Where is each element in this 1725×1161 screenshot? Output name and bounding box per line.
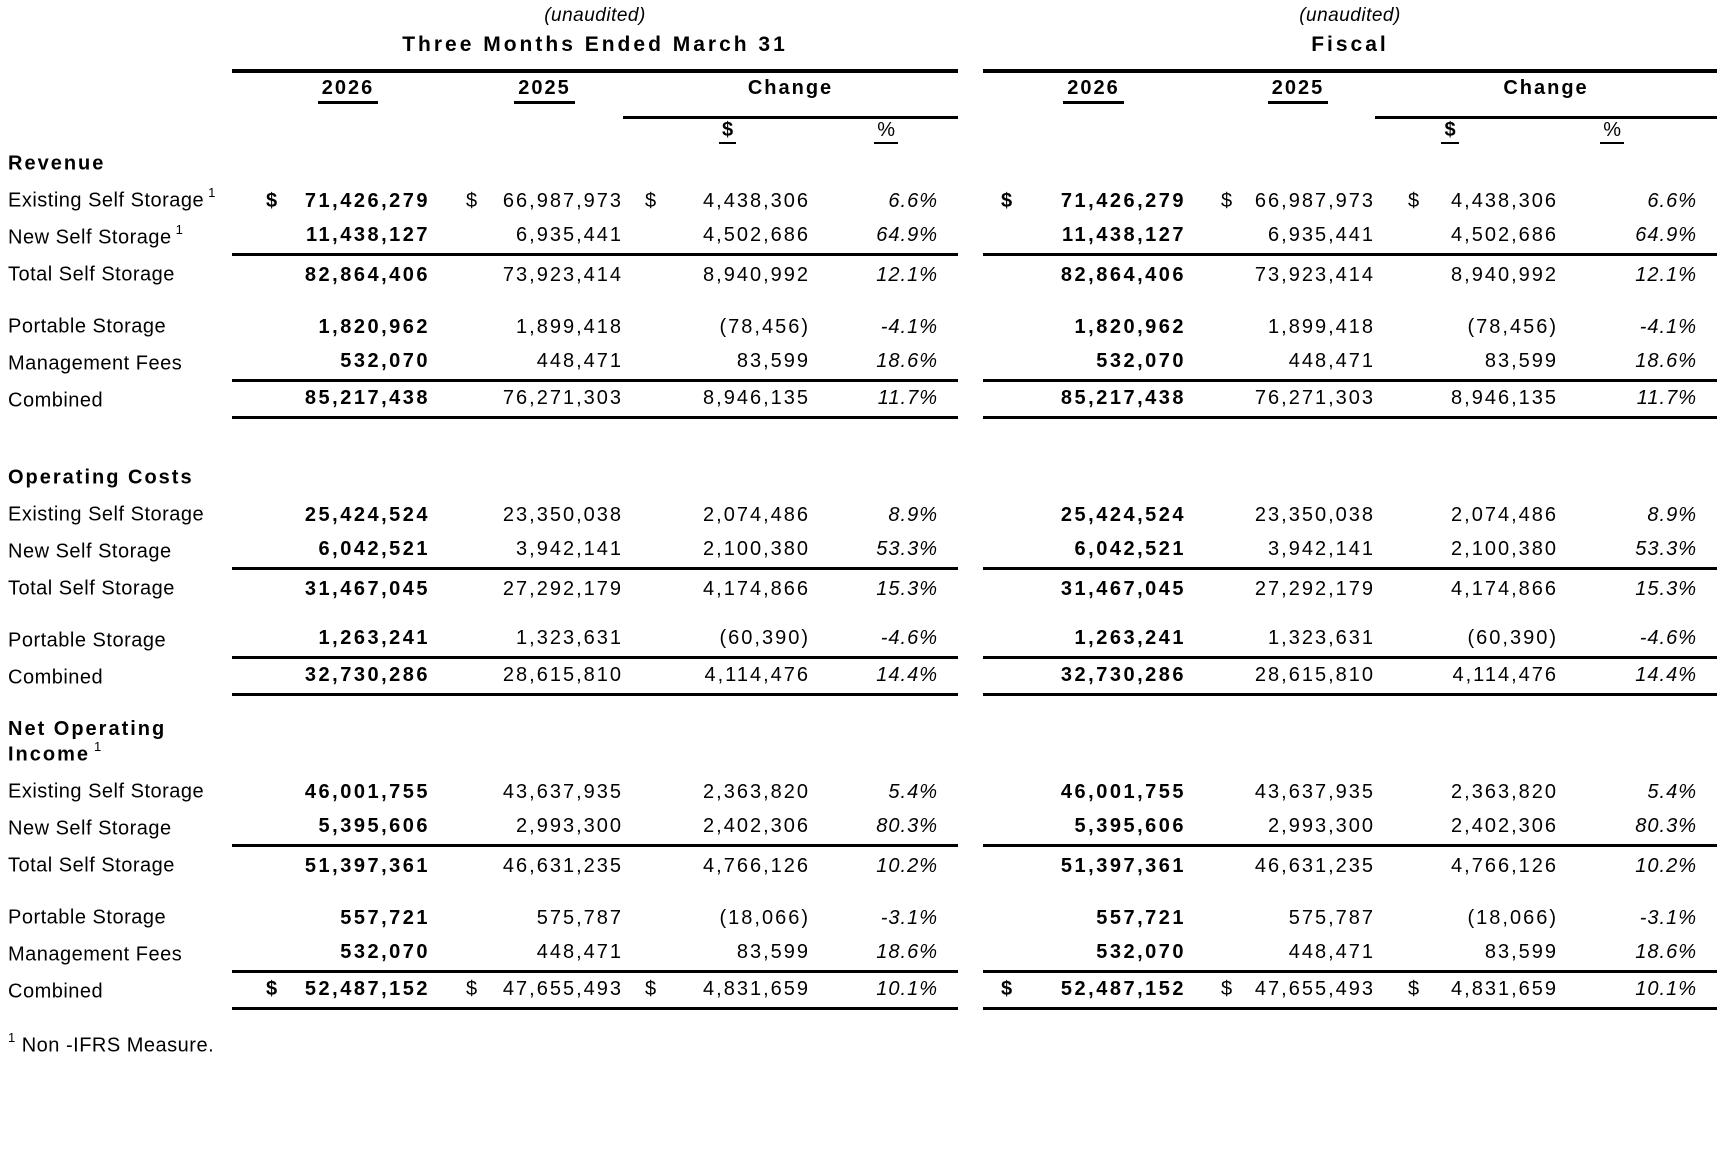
value-change-dollar: 83,599: [1484, 941, 1558, 963]
value-change-percent: 12.1%: [1635, 264, 1697, 286]
value-2025: 43,637,935: [1254, 781, 1375, 803]
value-2026: 1,820,962: [318, 316, 430, 338]
footnote-text: Non -IFRS Measure.: [21, 1034, 215, 1057]
right-block-values: [983, 316, 1717, 345]
value-2025: 73,923,414: [502, 264, 623, 286]
right-block-values: [983, 978, 1717, 1010]
value-change-dollar: 4,438,306: [703, 190, 810, 212]
value-change-percent: 6.6%: [888, 190, 938, 212]
value-change-dollar: 2,363,820: [703, 781, 810, 803]
value-change-dollar: 8,940,992: [703, 264, 810, 286]
currency-symbol: $: [645, 190, 657, 212]
table-row: [0, 182, 1725, 219]
value-change-dollar: (60,390): [719, 627, 810, 649]
value-2026: 557,721: [340, 907, 430, 929]
value-change-dollar: 83,599: [1484, 350, 1558, 372]
left-block-values: [232, 627, 958, 659]
value-2026: 85,217,438: [1060, 387, 1186, 409]
footnote-superscript: 1: [8, 1030, 16, 1045]
value-2026: 85,217,438: [304, 387, 430, 409]
value-change-dollar: 83,599: [736, 941, 810, 963]
left-block-values: [232, 978, 958, 1010]
value-change-percent: 10.2%: [1635, 855, 1697, 877]
value-change-percent: 14.4%: [1635, 664, 1697, 686]
value-2025: 27,292,179: [502, 578, 623, 600]
value-change-percent: 18.6%: [1635, 941, 1697, 963]
value-2025: 46,631,235: [502, 855, 623, 877]
left-block-values: [232, 387, 958, 419]
section-heading-row: [0, 459, 1725, 496]
value-change-dollar: 8,946,135: [703, 387, 810, 409]
left-block-values: [232, 538, 958, 570]
value-change-percent: 8.9%: [1647, 504, 1697, 526]
value-2026: 5,395,606: [318, 815, 430, 837]
row-label: Portable Storage: [8, 316, 167, 338]
right-block-values: [983, 264, 1717, 293]
value-change-percent: 18.6%: [876, 350, 938, 372]
value-change-percent: 80.3%: [876, 815, 938, 837]
value-2026: 52,487,152: [304, 978, 430, 1000]
value-2026: 82,864,406: [304, 264, 430, 286]
left-block-values: [232, 316, 958, 345]
row-label: New Self Storage $^1$: [8, 222, 184, 249]
column-header-dollar: $: [719, 119, 736, 144]
value-change-dollar: (78,456): [1467, 316, 1558, 338]
value-change-dollar: 4,502,686: [1451, 224, 1558, 246]
value-2026: 532,070: [340, 350, 430, 372]
left-block-values: [232, 264, 958, 293]
row-label: Total Self Storage: [8, 264, 175, 286]
value-2026: 532,070: [340, 941, 430, 963]
value-change-dollar: (60,390): [1467, 627, 1558, 649]
currency-symbol: $: [645, 978, 657, 1000]
value-change-dollar: (18,066): [1467, 907, 1558, 929]
value-change-dollar: 2,074,486: [1451, 504, 1558, 526]
value-change-percent: 5.4%: [1647, 781, 1697, 803]
value-2025: 3,942,141: [516, 538, 623, 560]
value-change-dollar: 4,114,476: [1452, 664, 1558, 686]
currency-symbol: $: [1001, 190, 1015, 212]
value-change-percent: 11.7%: [1636, 387, 1697, 409]
currency-symbol: $: [466, 190, 478, 212]
value-change-dollar: 4,174,866: [703, 578, 810, 600]
left-block-values: [232, 224, 958, 256]
right-block-values: [983, 781, 1717, 810]
table-row: [0, 622, 1725, 659]
right-block-values: [983, 855, 1717, 884]
value-2025: 448,471: [1288, 941, 1375, 963]
value-change-percent: 12.1%: [876, 264, 938, 286]
value-2025: 76,271,303: [502, 387, 623, 409]
spacer: [0, 73, 232, 119]
value-change-dollar: 4,174,866: [1451, 578, 1558, 600]
value-2026: 46,001,755: [1060, 781, 1186, 803]
table-row: [0, 973, 1725, 1010]
table-row: [0, 659, 1725, 696]
value-change-percent: 15.3%: [1635, 578, 1697, 600]
column-header-2025: 2025: [1268, 77, 1329, 104]
table-row: [0, 219, 1725, 256]
row-label: New Self Storage: [8, 818, 172, 840]
value-2026: 5,395,606: [1074, 815, 1186, 837]
row-label: Management Fees: [8, 944, 183, 966]
value-change-dollar: 2,363,820: [1451, 781, 1558, 803]
value-change-dollar: 4,502,686: [703, 224, 810, 246]
value-2025: 23,350,038: [502, 504, 623, 526]
table-row: [0, 345, 1725, 382]
section-heading: Revenue: [8, 153, 106, 175]
currency-symbol: $: [1408, 978, 1420, 1000]
right-block-values: [983, 907, 1717, 936]
right-block-values: [983, 815, 1717, 847]
value-2026: 25,424,524: [304, 504, 430, 526]
column-header-2025: 2025: [514, 77, 575, 104]
row-label: Existing Self Storage: [8, 781, 205, 803]
value-change-percent: 8.9%: [888, 504, 938, 526]
value-change-percent: 80.3%: [1635, 815, 1697, 837]
right-block-values: [983, 224, 1717, 256]
table-row: [0, 773, 1725, 810]
value-2026: 51,397,361: [304, 855, 430, 877]
section-heading-row: [0, 145, 1725, 182]
value-2026: 1,263,241: [318, 627, 430, 649]
section-heading: Operating Costs: [8, 467, 194, 489]
value-2025: 6,935,441: [1268, 224, 1375, 246]
left-block-values: [232, 350, 958, 382]
left-block-values: [232, 941, 958, 973]
value-change-percent: 14.4%: [876, 664, 938, 686]
value-2026: 46,001,755: [304, 781, 430, 803]
value-change-percent: 6.6%: [1647, 190, 1697, 212]
value-change-percent: -4.6%: [880, 627, 938, 649]
value-2026: 1,820,962: [1074, 316, 1186, 338]
value-2026: 6,042,521: [318, 538, 430, 560]
row-label: Total Self Storage: [8, 855, 175, 877]
value-change-percent: 10.2%: [876, 855, 938, 877]
right-block-values: [983, 387, 1717, 419]
value-2025: 1,323,631: [1268, 627, 1375, 649]
value-2026: 557,721: [1096, 907, 1186, 929]
value-2025: 73,923,414: [1254, 264, 1375, 286]
left-block-values: [232, 907, 958, 936]
value-2025: 3,942,141: [1268, 538, 1375, 560]
value-change-percent: 18.6%: [1635, 350, 1697, 372]
right-block-values: [983, 504, 1717, 533]
value-2026: 71,426,279: [304, 190, 430, 212]
row-label: Portable Storage: [8, 907, 167, 929]
value-change-percent: -4.1%: [880, 316, 938, 338]
value-change-percent: 64.9%: [876, 224, 938, 246]
value-change-percent: 64.9%: [1635, 224, 1697, 246]
value-change-dollar: 4,831,659: [1451, 978, 1558, 1000]
value-2026: 82,864,406: [1060, 264, 1186, 286]
currency-symbol: $: [266, 978, 280, 1000]
value-2025: 66,987,973: [1254, 190, 1375, 212]
period-header-three-months: Three Months Ended March 31: [232, 33, 958, 73]
value-2025: 6,935,441: [516, 224, 623, 246]
value-change-dollar: 2,402,306: [703, 815, 810, 837]
value-change-percent: 15.3%: [876, 578, 938, 600]
value-change-percent: 5.4%: [888, 781, 938, 803]
value-2026: 532,070: [1096, 941, 1186, 963]
left-block-values: [232, 190, 958, 219]
table-row: [0, 810, 1725, 847]
value-change-percent: 11.7%: [877, 387, 938, 409]
right-block-values: [983, 627, 1717, 659]
value-change-dollar: 4,438,306: [1451, 190, 1558, 212]
right-block-values: [983, 190, 1717, 219]
row-label: Existing Self Storage $^1$: [8, 185, 216, 212]
table-row: [0, 936, 1725, 973]
right-block-values: [983, 578, 1717, 607]
value-2025: 1,323,631: [516, 627, 623, 649]
value-change-dollar: 2,100,380: [1451, 538, 1558, 560]
value-change-dollar: 4,766,126: [703, 855, 810, 877]
value-2026: 52,487,152: [1060, 978, 1186, 1000]
value-2025: 28,615,810: [502, 664, 623, 686]
value-2025: 47,655,493: [1254, 978, 1375, 1000]
row-label: Combined: [8, 981, 104, 1003]
value-change-dollar: 2,402,306: [1451, 815, 1558, 837]
value-2025: 76,271,303: [1254, 387, 1375, 409]
row-label: New Self Storage: [8, 541, 172, 563]
row-label: Portable Storage: [8, 630, 167, 652]
value-2025: 2,993,300: [1268, 815, 1375, 837]
value-change-dollar: 2,074,486: [703, 504, 810, 526]
value-change-dollar: (18,066): [719, 907, 810, 929]
value-change-dollar: 4,831,659: [703, 978, 810, 1000]
column-header-2026: 2026: [1063, 77, 1124, 104]
value-2026: 6,042,521: [1074, 538, 1186, 560]
value-change-percent: 18.6%: [876, 941, 938, 963]
spacer: [0, 33, 232, 73]
currency-symbol: $: [1221, 190, 1233, 212]
value-change-dollar: 4,114,476: [704, 664, 810, 686]
value-2025: 575,787: [536, 907, 623, 929]
right-block-values: [983, 664, 1717, 696]
currency-symbol: $: [1221, 978, 1233, 1000]
value-2025: 27,292,179: [1254, 578, 1375, 600]
value-change-percent: 53.3%: [876, 538, 938, 560]
value-2026: 25,424,524: [1060, 504, 1186, 526]
value-2026: 31,467,045: [1060, 578, 1186, 600]
table-row: [0, 533, 1725, 570]
value-change-dollar: 83,599: [736, 350, 810, 372]
value-2025: 448,471: [536, 350, 623, 372]
value-2025: 23,350,038: [1254, 504, 1375, 526]
table-row: [0, 496, 1725, 533]
value-change-dollar: 8,940,992: [1451, 264, 1558, 286]
value-change-percent: -3.1%: [880, 907, 938, 929]
value-2025: 448,471: [536, 941, 623, 963]
value-2025: 28,615,810: [1254, 664, 1375, 686]
value-2025: 575,787: [1288, 907, 1375, 929]
value-2026: 32,730,286: [1060, 664, 1186, 686]
currency-symbol: $: [266, 190, 280, 212]
value-2025: 47,655,493: [502, 978, 623, 1000]
row-label: Total Self Storage: [8, 578, 175, 600]
left-block-values: [232, 815, 958, 847]
section-heading: Net Operating Income $^1$: [8, 718, 167, 766]
value-change-percent: 10.1%: [1635, 978, 1697, 1000]
currency-symbol: $: [1408, 190, 1420, 212]
left-block-values: [232, 578, 958, 607]
column-header-change: Change: [1375, 73, 1717, 119]
value-2025: 448,471: [1288, 350, 1375, 372]
row-label: Existing Self Storage: [8, 504, 205, 526]
table-row: [0, 308, 1725, 345]
value-2025: 46,631,235: [1254, 855, 1375, 877]
value-2026: 532,070: [1096, 350, 1186, 372]
value-change-percent: 10.1%: [876, 978, 938, 1000]
value-2026: 32,730,286: [304, 664, 430, 686]
row-label: Combined: [8, 667, 104, 689]
column-header-percent: %: [1600, 119, 1624, 144]
currency-symbol: $: [1001, 978, 1015, 1000]
value-change-dollar: (78,456): [719, 316, 810, 338]
column-header-percent: %: [874, 119, 898, 144]
value-2026: 71,426,279: [1060, 190, 1186, 212]
value-2025: 1,899,418: [516, 316, 623, 338]
table-row: [0, 899, 1725, 936]
right-block-values: [983, 350, 1717, 382]
value-change-percent: 53.3%: [1635, 538, 1697, 560]
row-label: Combined: [8, 390, 104, 412]
value-2026: 11,438,127: [306, 224, 430, 246]
unaudited-label-right: (unaudited): [1299, 5, 1401, 26]
right-block-values: [983, 538, 1717, 570]
column-header-dollar: $: [1441, 119, 1458, 144]
value-2025: 2,993,300: [516, 815, 623, 837]
column-header-2026: 2026: [318, 77, 379, 104]
row-label: Management Fees: [8, 353, 183, 375]
value-2025: 66,987,973: [502, 190, 623, 212]
value-change-dollar: 4,766,126: [1451, 855, 1558, 877]
table-row: [0, 256, 1725, 293]
value-2025: 1,899,418: [1268, 316, 1375, 338]
column-header-change: Change: [623, 73, 958, 119]
currency-symbol: $: [466, 978, 478, 1000]
value-2026: 31,467,045: [304, 578, 430, 600]
footnote: [0, 1032, 1725, 1058]
table-row: [0, 847, 1725, 884]
table-row: [0, 570, 1725, 607]
left-block-values: [232, 781, 958, 810]
value-change-dollar: 8,946,135: [1451, 387, 1558, 409]
value-change-dollar: 2,100,380: [703, 538, 810, 560]
left-block-values: [232, 855, 958, 884]
section-heading-row: [0, 718, 1725, 773]
table-row: [0, 382, 1725, 419]
value-2025: 43,637,935: [502, 781, 623, 803]
period-header-fiscal: Fiscal: [983, 33, 1717, 73]
left-block-values: [232, 504, 958, 533]
value-2026: 11,438,127: [1062, 224, 1186, 246]
value-2026: 1,263,241: [1074, 627, 1186, 649]
value-change-percent: -4.6%: [1639, 627, 1697, 649]
value-change-percent: -4.1%: [1639, 316, 1697, 338]
left-block-values: [232, 664, 958, 696]
value-change-percent: -3.1%: [1639, 907, 1697, 929]
value-2026: 51,397,361: [1060, 855, 1186, 877]
unaudited-label-left: (unaudited): [544, 5, 646, 26]
right-block-values: [983, 941, 1717, 973]
